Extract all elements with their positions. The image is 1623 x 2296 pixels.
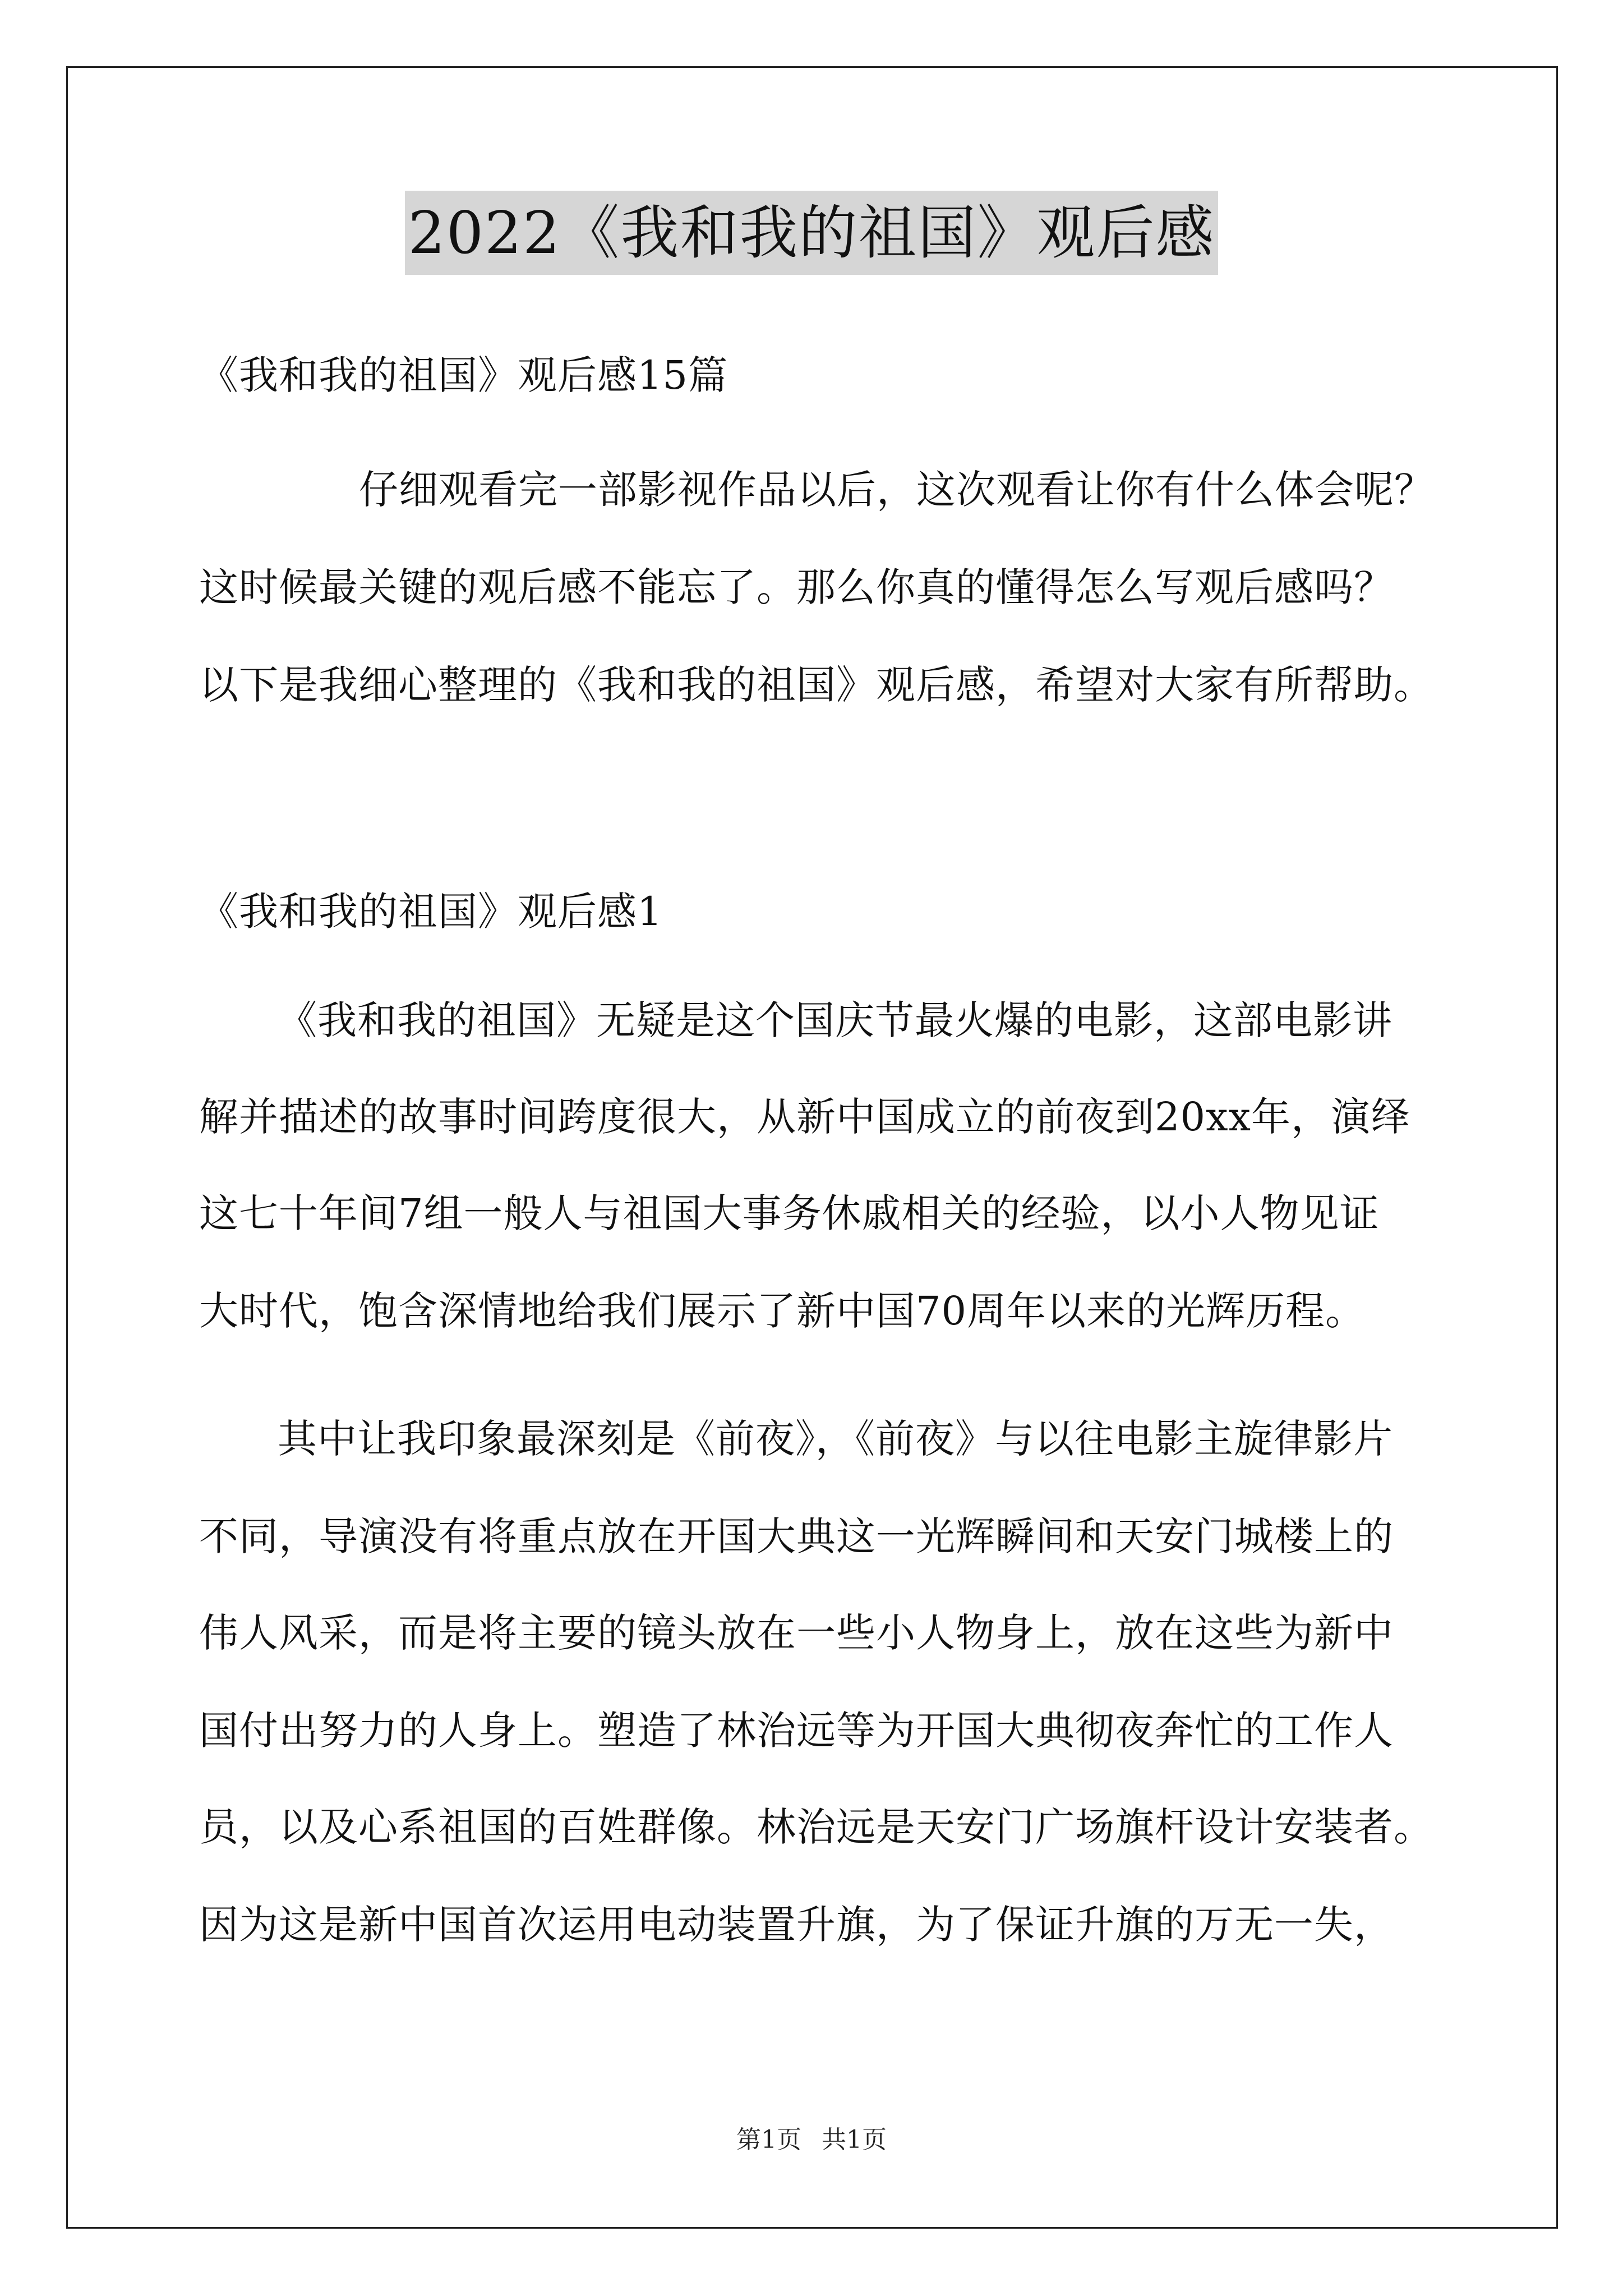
document-title: 2022《我和我的祖国》观后感 — [405, 191, 1219, 275]
intro-line: 以下是我细心整理的《我和我的祖国》观后感，希望对大家有所帮助。 — [199, 662, 1433, 708]
document-subtitle: 《我和我的祖国》观后感15篇 — [199, 352, 728, 398]
page-current: 第1页 — [736, 2125, 801, 2154]
intro-line: 这时候最关键的观后感不能忘了。那么你真的懂得怎么写观后感吗？ — [199, 564, 1394, 610]
paragraph2-line: 国付出努力的人身上。塑造了林治远等为开国大典彻夜奔忙的工作人 — [199, 1708, 1394, 1754]
paragraph2-line: 员，以及心系祖国的百姓群像。林治远是天安门广场旗杆设计安装者。 — [199, 1804, 1433, 1850]
paragraph1-line: 大时代，饱含深情地给我们展示了新中国70周年以来的光辉历程。 — [199, 1288, 1366, 1334]
paragraph2-line: 因为这是新中国首次运用电动装置升旗，为了保证升旗的万无一失， — [199, 1902, 1394, 1948]
paragraph1-line: 《我和我的祖国》无疑是这个国庆节最火爆的电影，这部电影讲 — [278, 997, 1393, 1043]
paragraph2-line: 其中让我印象最深刻是《前夜》，《前夜》与以往电影主旋律影片 — [278, 1416, 1393, 1462]
intro-line: 仔细观看完一部影视作品以后，这次观看让你有什么体会呢？ — [359, 467, 1434, 513]
title-wrap — [0, 191, 1623, 275]
paragraph1-line: 这七十年间7组一般人与祖国大事务休戚相关的经验，以小人物见证 — [199, 1190, 1380, 1236]
section-heading: 《我和我的祖国》观后感1 — [199, 889, 663, 935]
page-total: 共1页 — [822, 2125, 887, 2154]
page-footer — [0, 2123, 1623, 2157]
paragraph2-line: 不同，导演没有将重点放在开国大典这一光辉瞬间和天安门城楼上的 — [199, 1513, 1394, 1559]
paragraph1-line: 解并描述的故事时间跨度很大，从新中国成立的前夜到20xx年，演绎 — [199, 1094, 1411, 1140]
paragraph2-line: 伟人风采，而是将主要的镜头放在一些小人物身上，放在这些为新中 — [199, 1610, 1394, 1656]
